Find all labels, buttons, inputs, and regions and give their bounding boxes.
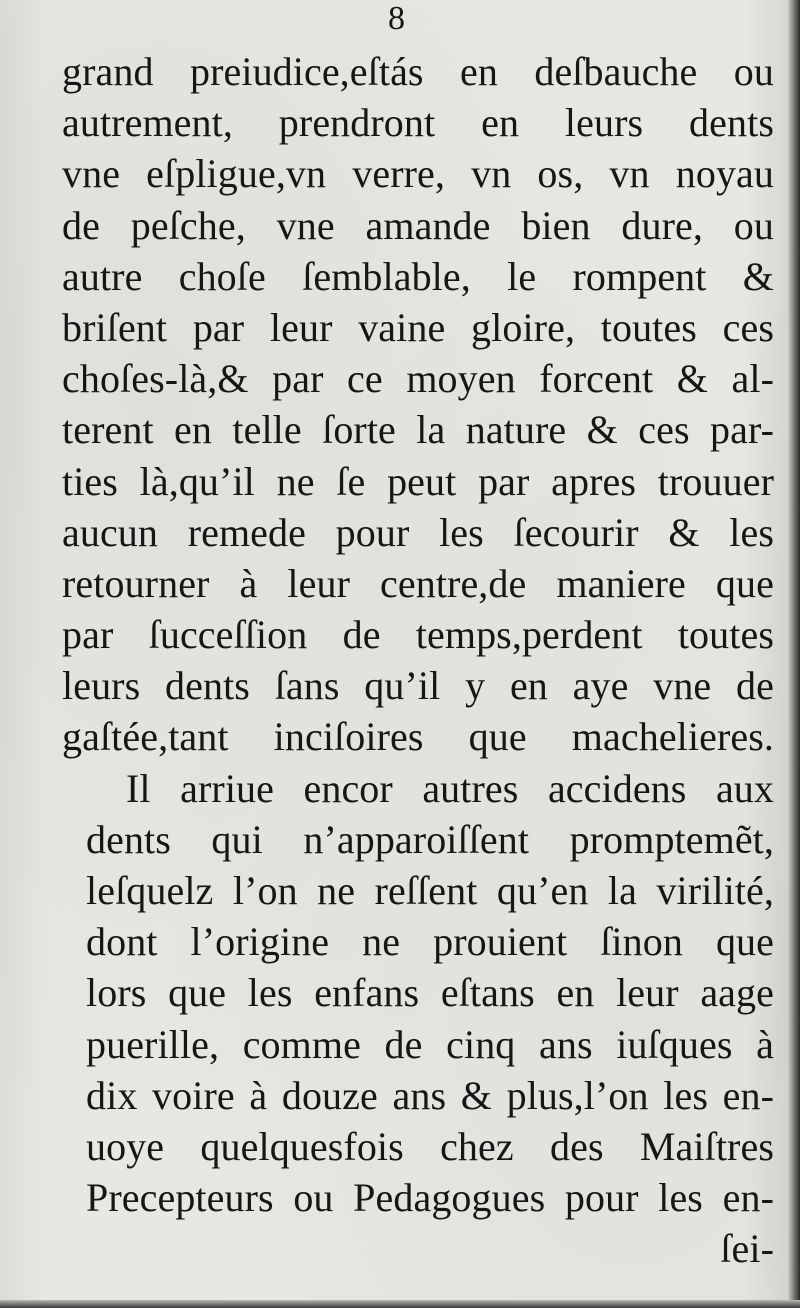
text-line: dix voire à douze ans & plus,l’on les en- (86, 1072, 774, 1118)
text-line: par ſucceſſion de temps,perdent toutes (62, 612, 774, 658)
text-line: autre choſe ſemblable, le rompent & (62, 253, 774, 299)
text-line: lors que les enfans eſtans en leur aage (86, 970, 774, 1016)
text-line: aucun remede pour les ſecourir & les (62, 509, 774, 555)
text-line: dents qui n’apparoiſſent promptemẽt, (86, 816, 774, 862)
text-line: leſquelz l’on ne reſſent qu’en la virilité, (86, 868, 774, 913)
page-number: 8 (388, 0, 405, 37)
page-edge-shadow (788, 0, 800, 1308)
text-line: briſent par leur vaine gloire, toutes ces (62, 304, 774, 350)
text-line: ties là,qu’il ne ſe peut par apres trouuer (62, 458, 774, 504)
text-line: de peſche, vne amande bien dure, ou (62, 202, 774, 248)
text-line: Il arriue encor autres accidens aux (126, 765, 774, 811)
text-line: uoye quelquesfois chez des Maiſtres (86, 1123, 774, 1169)
text-line: grand preiudice,eſtás en deſbauche ou (62, 49, 774, 94)
page-bottom-edge (0, 1300, 800, 1308)
text-line: retourner à leur centre,de maniere que (62, 560, 774, 606)
text-line: leurs dents ſans qu’il y en aye vne de (62, 663, 774, 709)
text-line: dont l’origine ne prouient ſinon que (86, 919, 774, 965)
text-line: gaſtée,tant inciſoires que machelieres. (62, 714, 774, 760)
catchword: ſei- (720, 1226, 774, 1272)
text-line: puerille, comme de cinq ans iuſques à (86, 1021, 774, 1067)
text-line: choſes-là,& par ce moyen forcent & al- (62, 356, 774, 402)
text-line: vne eſpligue,vn verre, vn os, vn noyau (62, 151, 774, 197)
text-line: autrement, prendront en leurs dents (62, 100, 774, 146)
text-line: terent en telle ſorte la nature & ces par- (62, 407, 774, 453)
text-block (62, 46, 774, 1275)
text-line: Precepteurs ou Pedagogues pour les en- (86, 1175, 774, 1221)
